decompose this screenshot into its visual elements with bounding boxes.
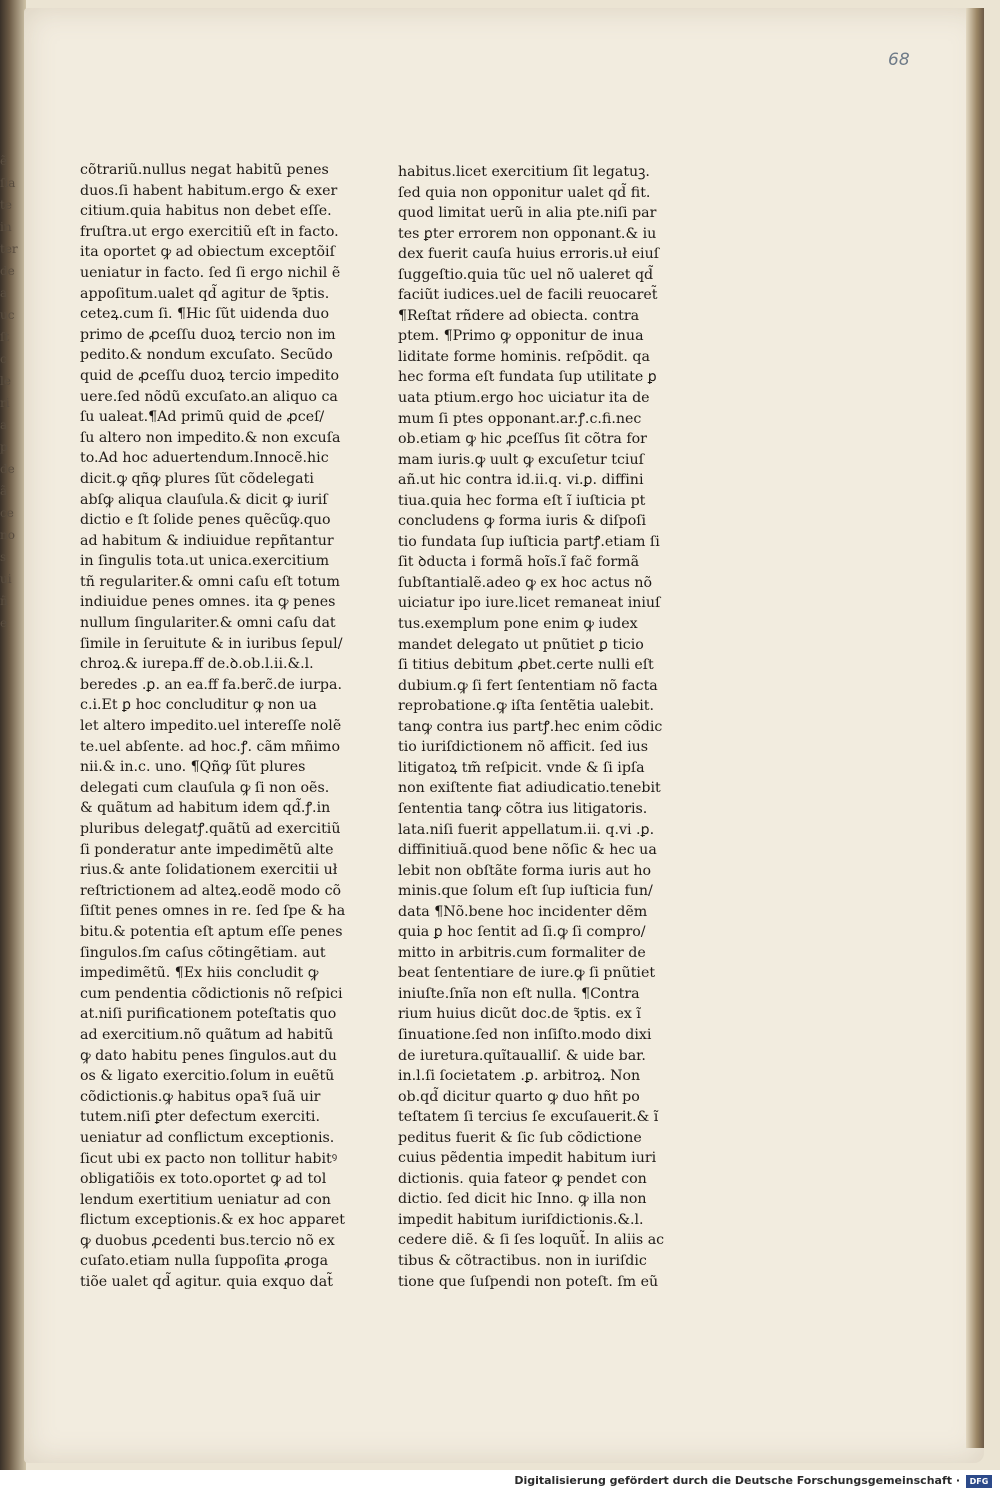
- text-line: habitus.licet exercitium ſit legatuꝫ.: [398, 164, 650, 180]
- text-line: ſed quia non opponitur ualet qd̃ fit.: [398, 184, 651, 201]
- text-line: tio fundata ſup iuſticia partꝭ.etiam ſi: [398, 533, 660, 550]
- text-line: rium huius dicũt doc.de ꝛ̃ptis. ex ĩ: [398, 1006, 641, 1023]
- text-line: concludens ꝙ forma iuris & diſpoſi: [398, 513, 647, 530]
- text-line: ſiſtit penes omnes in re. ſed ſpe & ha: [80, 903, 346, 920]
- text-line: to.Ad hoc aduertendum.Innocẽ.hic: [80, 450, 329, 467]
- text-line: in.l.ſi ſocietatem .ꝑ. arbitroꝝ. Non: [398, 1068, 641, 1085]
- margin-fragment: in: [0, 220, 12, 234]
- text-line: delegati cum clauſula ꝙ ſi non oẽs.: [80, 779, 330, 796]
- text-line: data ¶Nõ.bene hoc incidenter dẽm: [398, 903, 648, 920]
- text-line: dictio e ſt ſolide penes quẽcũꝙ.quo: [80, 512, 331, 529]
- text-line: ceteꝝ.cum ſi. ¶Hic ſũt uidenda duo: [80, 306, 330, 323]
- margin-fragment: de: [0, 462, 15, 476]
- text-line: ueniatur in facto. ſed ſi ergo nichil ẽ: [80, 264, 341, 281]
- text-line: uata ptium.ergo hoc uiciatur ita de: [398, 390, 650, 407]
- text-line: liditate forme hominis. reſpõdit. qa: [398, 348, 650, 365]
- text-line: tiua.quia hec forma eſt ĩ iuſticia pt: [398, 492, 646, 509]
- margin-fragment: ui: [0, 572, 12, 586]
- text-line: impedit habitum iuriſdictionis.&.l.: [398, 1211, 644, 1228]
- text-line: mam iuris.ꝙ uult ꝙ excuſetur tciuſ: [398, 451, 644, 468]
- text-line: cõdictionis.ꝙ habitus opaꝛ̃ ſuã uir: [80, 1088, 321, 1105]
- text-line: tanꝙ contra ius partꝭ.hec enim cõdic: [398, 718, 663, 735]
- text-line: quod limitat uerũ in alia pte.niſi par: [398, 205, 657, 222]
- left-text-column: [80, 160, 355, 1293]
- text-line: ſicut ubi ex pacto non tollitur habitꝰ: [80, 1150, 338, 1167]
- text-line: pedito.& nondum excuſato. Secũdo: [80, 347, 333, 364]
- footer-bar: [0, 1470, 1000, 1493]
- text-line: at.niſi purificationem poteſtatis quo: [80, 1006, 337, 1023]
- text-line: ad habitum & indiuidue repñtantur: [80, 532, 334, 549]
- text-line: cõtrariũ.nullus negat habitũ penes: [80, 162, 329, 178]
- text-line: ueniatur ad conflictum exceptionis.: [80, 1129, 335, 1146]
- text-line: ob.qd̃ dicitur quarto ꝙ duo hñt po: [398, 1088, 640, 1105]
- text-line: rius.& ante ſolidationem exercitii uł: [80, 862, 338, 879]
- margin-fragment: de: [0, 264, 15, 278]
- text-line: & quãtum ad habitum idem qd̃.ꝭ.in: [80, 800, 331, 817]
- text-line: ſi titius debitum ꝓbet.certe nulli eſt: [398, 657, 654, 674]
- text-line: dictionis. quia fateor ꝙ pendet con: [398, 1170, 647, 1187]
- text-line: nullum ſingulariter.& omni caſu dat: [80, 615, 336, 632]
- text-line: quid de ꝓceſſu duoꝝ tercio impedito: [80, 367, 340, 384]
- text-line: impedimẽtũ. ¶Ex hiis concludit ꝙ: [80, 965, 319, 982]
- text-line: tes ꝑter errorem non opponant.& iu: [398, 225, 657, 242]
- margin-fragment: p: [0, 440, 8, 454]
- text-line: lebit non obſtãte forma iuris aut ho: [398, 862, 651, 879]
- text-line: ſingulos.ſm caſus cõtingẽtiam. aut: [80, 944, 326, 961]
- text-line: tñ regulariter.& omni caſu eſt totum: [80, 573, 340, 590]
- text-line: citium.quia habitus non debet eſſe.: [80, 203, 332, 220]
- funding-credit: Digitalisierung gefördert durch die Deutsche Forschungsgemeinschaft ·: [514, 1474, 960, 1487]
- margin-fragment: ẽ: [0, 154, 8, 168]
- text-line: beredes .ꝑ. an ea.ff fa.berc̃.de iurpa.: [80, 676, 342, 693]
- page-edge: [966, 8, 984, 1448]
- text-line: ob.etiam ꝙ hic ꝓceſſus ſit cõtra for: [398, 431, 647, 448]
- text-line: ptem. ¶Primo ꝙ opponitur de inua: [398, 328, 644, 345]
- text-line: os & ligato exercitio.ſolum in euẽtũ: [80, 1068, 335, 1085]
- text-line: ſinuatione.ſed non inſiſto.modo dixi: [398, 1026, 652, 1043]
- margin-fragment: a: [0, 286, 8, 300]
- text-line: cedere diẽ. & ſi ſes loquũt̃. In aliis ac: [398, 1232, 665, 1249]
- text-line: fruſtra.ut ergo exercitiũ eſt in facto.: [80, 223, 339, 240]
- text-line: diffinitiuã.quod bene nõſic & hec ua: [398, 842, 657, 859]
- text-line: let altero impedito.uel intereſſe nolẽ: [80, 718, 342, 735]
- text-line: minis.que ſolum eſt ſup iuſticia fun/: [398, 883, 653, 900]
- margin-fragment: s: [0, 550, 7, 564]
- margin-fragment: ſt: [0, 330, 10, 344]
- margin-fragment: ri: [0, 396, 10, 410]
- text-line: duos.ſi habent habitum.ergo & exer: [80, 182, 338, 199]
- text-line: in ſingulis tota.ut unica.exercitium: [80, 553, 330, 570]
- text-line: ſu ualeat.¶Ad primũ quid de ꝓceſ/: [80, 409, 325, 426]
- text-line: dicit.ꝙ qñꝙ plures ſũt cõdelegati: [80, 470, 314, 487]
- margin-fragment: c: [0, 352, 7, 366]
- dfg-logo-icon: DFG: [966, 1475, 992, 1488]
- text-line: te.uel abſente. ad hoc.ꝭ. cãm mñimo: [80, 738, 341, 755]
- right-text-column: [398, 162, 693, 1292]
- text-line: ſit ꝺducta i formã hoĩs.ĩ fac̃ formã: [398, 554, 640, 571]
- text-line: litigatoꝝ tm̃ reſpicit. vnde & ſi ipſa: [398, 759, 645, 776]
- text-line: uere.ſed nõdũ excuſato.an aliquo ca: [80, 388, 338, 405]
- margin-fragment: a: [0, 418, 8, 432]
- text-line: obligatiõis ex toto.oportet ꝙ ad tol: [80, 1171, 327, 1188]
- text-line: lendum exertitium ueniatur ad con: [80, 1191, 331, 1208]
- text-line: uiciatur ipo iure.licet remaneat iniuſ: [398, 595, 661, 612]
- margin-fragment: te: [0, 198, 12, 212]
- text-line: teſtatem ſi tercius ſe excuſauerit.& ĩ: [398, 1109, 659, 1126]
- text-line: quia ꝑ hoc ſentit ad ſi.ꝙ ſi compro/: [398, 924, 646, 941]
- text-line: reprobatione.ꝙ iſta ſentẽtia ualebit.: [398, 698, 655, 715]
- margin-fragment: ce: [0, 506, 14, 520]
- text-line: beat ſententiare de iure.ꝙ ſi pnũtiet: [398, 965, 656, 982]
- text-line: chroꝝ.& iurepa.ff de.ꝺ.ob.l.ii.&.l.: [80, 656, 314, 673]
- text-line: faciũt iudices.uel de facili reuocaret̃: [398, 287, 658, 304]
- text-line: ꝙ duobus ꝓcedenti bus.tercio nõ ex: [80, 1232, 335, 1249]
- margin-fragment: le: [0, 374, 11, 388]
- text-line: abſꝙ aliqua clauſula.& dicit ꝙ iuriſ: [80, 491, 328, 508]
- text-line: ſententia tanꝙ cõtra ius litigatoris.: [398, 800, 648, 817]
- text-line: hec forma eſt fundata ſup utilitate ꝑ: [398, 369, 657, 386]
- text-line: tus.exemplum pone enim ꝙ iudex: [398, 616, 638, 633]
- text-line: ſubſtantialẽ.adeo ꝙ ex hoc actus nõ: [398, 574, 653, 591]
- text-line: reſtrictionem ad alteꝝ.eodẽ modo cõ: [80, 882, 342, 899]
- text-line: ꝙ dato habitu penes ſingulos.aut du: [80, 1047, 337, 1064]
- text-line: de iuretura.quĩtaualliſ. & uide bar.: [398, 1047, 646, 1064]
- text-line: dubium.ꝙ ſi fert ſententiam nõ facta: [398, 677, 658, 694]
- text-line: cuius pẽdentia impedit habitum iuri: [398, 1150, 657, 1167]
- text-line: ita oportet ꝙ ad obiectum exceptõiſ: [80, 244, 335, 261]
- text-line: ſimile in ſeruitute & in iuribus ſepul/: [80, 635, 343, 652]
- text-line: tione que ſuſpendi non poteſt. ſm eũ: [398, 1273, 659, 1290]
- text-line: ſu altero non impedito.& non excuſa: [80, 429, 341, 446]
- text-line: cum pendentia cõdictionis nõ reſpici: [80, 985, 343, 1002]
- margin-fragment: no: [0, 528, 15, 542]
- text-line: flictum exceptionis.& ex hoc apparet: [80, 1212, 345, 1229]
- text-line: bitu.& potentia eſt aptum eſſe penes: [80, 923, 343, 940]
- text-line: peditus fuerit & ſic ſub cõdictione: [398, 1129, 642, 1146]
- text-line: non exiſtente fiat adiudicatio.tenebit: [398, 780, 661, 797]
- text-line: nii.& in.c. uno. ¶Qñꝙ ſũt plures: [80, 759, 306, 776]
- margin-fragment: ter: [0, 242, 18, 256]
- text-line: indiuidue penes omnes. ita ꝙ penes: [80, 594, 336, 611]
- text-line: cuſato.etiam nulla ſuppoſita ꝓroga: [80, 1253, 329, 1270]
- text-line: pluribus delegatꝭ.quãtũ ad exercitiũ: [80, 821, 341, 837]
- text-line: appoſitum.ualet qd̃ agitur de ꝛ̃ptis.: [80, 285, 330, 302]
- text-line: ſuggeſtio.quia tũc uel nõ ualeret qd̃: [398, 266, 654, 283]
- text-line: dictio. ſed dicit hic Inno. ꝙ illa non: [398, 1191, 647, 1208]
- text-line: lata.niſi fuerit appellatum.ii. q.vi .ꝑ.: [398, 821, 655, 838]
- text-line: tiõe ualet qd̃ agitur. quia exquo dat̃: [80, 1274, 333, 1291]
- text-line: tutem.niſi ꝑter defectum exerciti.: [80, 1109, 320, 1126]
- margin-fragment: uc: [0, 308, 15, 322]
- text-line: mitto in arbitris.cum formaliter de: [398, 944, 646, 961]
- margin-fragment: ſia: [0, 176, 16, 190]
- text-line: mandet delegato ut pnũtiet ꝑ ticio: [398, 636, 644, 653]
- margin-fragment: e: [0, 616, 8, 630]
- text-line: ¶Reſtat rñdere ad obiecta. contra: [398, 307, 640, 324]
- text-line: ad exercitium.nõ quãtum ad habitũ: [80, 1026, 334, 1043]
- text-line: primo de ꝓceſſu duoꝝ tercio non im: [80, 326, 336, 343]
- margin-fragment: ã: [0, 484, 8, 498]
- text-line: mum ſi ptes opponant.ar.ꝭ.c.fi.nec: [398, 410, 642, 427]
- margin-fragment: ñ: [0, 594, 8, 608]
- text-line: tibus & cõtractibus. non in iuriſdic: [398, 1252, 647, 1269]
- folio-number: 68: [888, 50, 910, 70]
- text-line: tio iuriſdictionem nõ afficit. ſed ius: [398, 739, 649, 756]
- text-line: iniuſte.ſnĩa non eſt nulla. ¶Contra: [398, 985, 640, 1002]
- text-line: dex fuerit cauſa huius erroris.uł eiuſ: [398, 246, 659, 263]
- text-line: añ.ut hic contra id.ii.q. vi.ꝑ. diffini: [398, 472, 644, 489]
- text-line: c.i.Et ꝑ hoc concluditur ꝙ non ua: [80, 697, 317, 714]
- text-line: ſi ponderatur ante impedimẽtũ alte: [80, 841, 334, 858]
